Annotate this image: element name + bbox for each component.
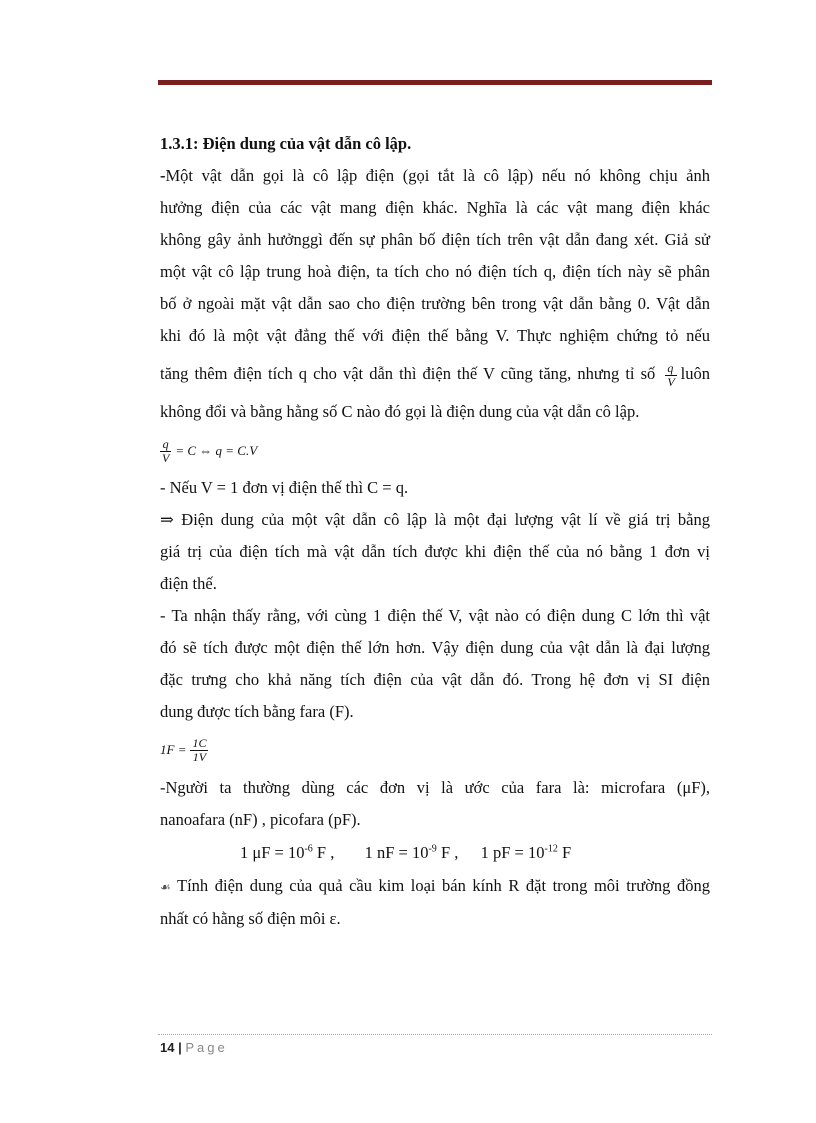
paragraph-unit-voltage: - Nếu V = 1 đơn vị điện thế thì C = q.	[160, 478, 409, 497]
text-line: - Ta nhận thấy rằng, với cùng 1 điện thế V, vật nào có điện dung C lớn thì vật	[160, 606, 710, 625]
text-line: ☙ Tính điện dung của quả cầu kim loại bán kính R đặt trong môi trường đồng	[160, 876, 710, 895]
header-rule	[158, 80, 712, 85]
paragraph-definition	[160, 160, 710, 428]
equation-farad: 1F = $\frac{1C}{1V}$	[160, 735, 207, 764]
equation-fraction: $\frac{q}{V}$	[162, 436, 170, 465]
text-line: đó sẽ tích được một điện thế lớn hơn. Vậy điện dung của vật dẫn là đại lượng	[160, 638, 710, 657]
text-line: một vật cô lập trung hoà điện, ta tích cho nó điện tích q, điện tích này sẽ phân	[160, 262, 710, 281]
text-line: bố ở ngoài mặt vật dẫn sao cho điện trường bên trong vật dẫn bằng 0. Vật dẫn	[160, 294, 710, 313]
text-line: đặc trưng cho khả năng tích điện của vật dẫn đó. Trong hệ đơn vị SI điện	[160, 670, 710, 689]
unit-conversions	[160, 836, 710, 870]
paragraph-subunits	[160, 772, 710, 836]
page-footer	[160, 1040, 228, 1055]
document-body	[160, 128, 710, 935]
page-number: 14	[160, 1040, 175, 1055]
paragraph-observation	[160, 600, 710, 728]
text-line: hưởng điện của các vật mang điện khác. Nghĩa là các vật mang điện khác	[160, 198, 710, 217]
implies-icon: ⇒	[160, 510, 174, 529]
equation-fraction: $\frac{1C}{1V}$	[192, 735, 207, 764]
page-label: Page	[185, 1040, 228, 1055]
text-line: không đổi và bằng hằng số C nào đó gọi là điện dung của vật dẫn cô lập.	[160, 402, 640, 421]
text-line: -Một vật dẫn gọi là cô lập điện (gọi tắt là cô lập) nếu nó không chịu ảnh	[160, 166, 710, 185]
text-line: nhất có hằng số điện môi ε.	[160, 909, 341, 928]
text-line: giá trị của điện tích mà vật dẫn tích được khi điện thế của nó bằng 1 đơn vị	[160, 542, 710, 561]
paragraph-exercise	[160, 870, 710, 935]
paragraph-conclusion	[160, 504, 710, 600]
text-line: -Người ta thường dùng các đơn vị là ước của fara là: microfara (μF),	[160, 778, 710, 797]
leaf-bullet-icon: ☙	[160, 880, 171, 894]
unit-picofarad: 1 pF = $10^{-12}$ F	[480, 843, 572, 862]
text-line: ⇒ Điện dung của một vật dẫn cô lập là một đại lượng vật lí về giá trị bằng	[160, 510, 710, 529]
section-heading: 1.3.1: Điện dung của vật dẫn cô lập.	[160, 134, 412, 153]
text-line: tăng thêm điện tích q cho vật dẫn thì điện thế V cũng tăng, nhưng tỉ số $\frac{q}{V}$ luôn	[160, 360, 711, 389]
unit-microfarad: 1 $\mu F = 10^{-6}$ F ,	[240, 843, 335, 862]
text-line: điện thế.	[160, 574, 217, 593]
text-line: không gây ảnh hưởnggì đến sự phân bố điện tích trên vật dẫn đang xét. Giả sử	[160, 230, 710, 249]
unit-nanofarad: 1 nF = $10^{-9}$ F ,	[364, 843, 459, 862]
equation-capacitance: $\frac{q}{V}$ = C ⇔ q = C.V	[162, 436, 258, 465]
inline-fraction: $\frac{q}{V}$	[667, 360, 675, 389]
footer-separator: |	[174, 1040, 186, 1055]
text-line: nanoafara (nF) , picofara (pF).	[160, 810, 361, 829]
text-line: dung được tích bằng fara (F).	[160, 702, 354, 721]
text-line: khi đó là một vật đẳng thế với điện thế bằng V. Thực nghiệm chứng tỏ nếu	[160, 326, 710, 345]
footer-rule	[158, 1034, 712, 1035]
